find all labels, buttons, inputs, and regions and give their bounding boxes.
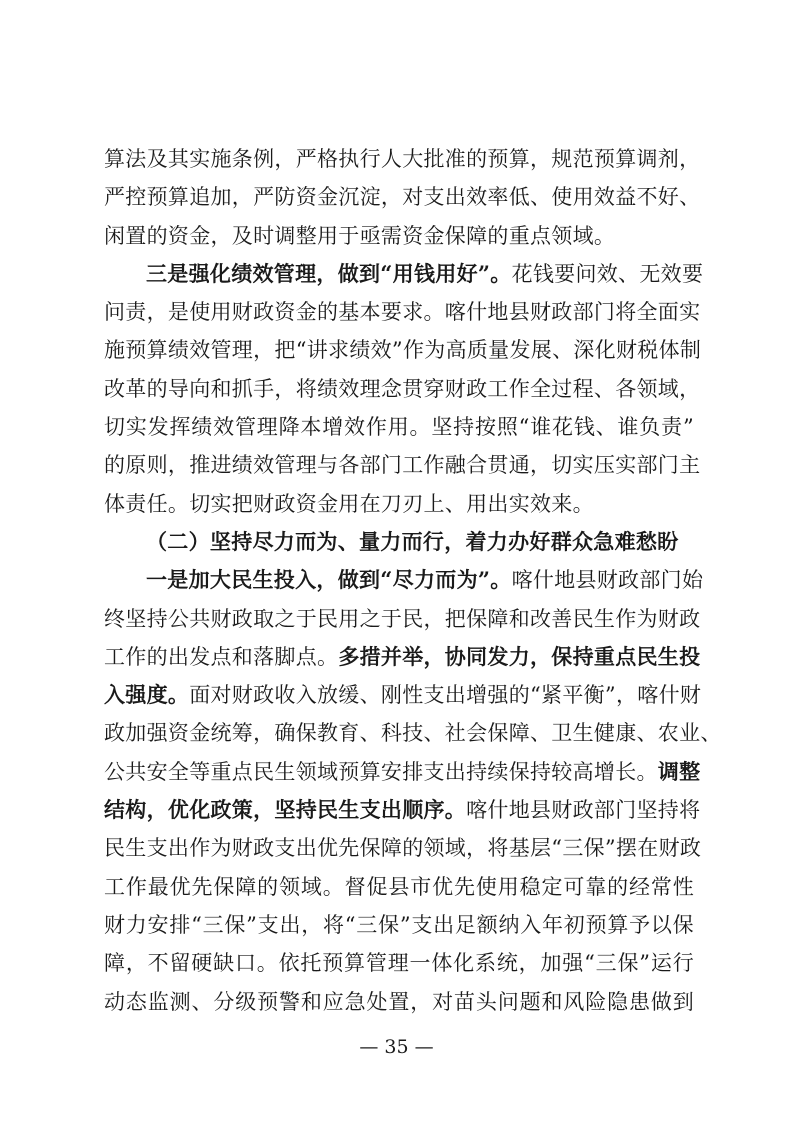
emphasis-text: 三是强化绩效管理，做到“用钱用好”。 — [146, 260, 512, 286]
section-heading: （二）坚持尽力而为、量力而行，着力办好群众急难愁盼 — [146, 528, 679, 554]
body-line: 政加强资金统筹，确保教育、科技、社会保障、卫生健康、农业、 — [104, 721, 722, 746]
body-line: 三是强化绩效管理，做到“用钱用好”。花钱要问效、无效要 — [146, 260, 704, 286]
body-text — [104, 140, 722, 1021]
body-line: 一是加大民生投入，做到“尽力而为”。喀什地县财政部门始 — [146, 567, 704, 593]
body-line: 公共安全等重点民生领域预算安排支出持续保持较高增长。调整 — [104, 758, 701, 784]
emphasis-text: 结构，优化政策，坚持民生支出顺序。 — [104, 797, 467, 823]
body-line: 入强度。面对财政收入放缓、刚性支出增强的“紧平衡”，喀什财 — [104, 682, 702, 708]
page-number: — 35 — — [359, 1036, 434, 1058]
body-line: 动态监测、分级预警和应急处置，对苗头问题和风险隐患做到 — [104, 989, 694, 1014]
body-line: 财力安排“三保”支出，将“三保”支出足额纳入年初预算予以保 — [104, 912, 694, 937]
body-line: 严控预算追加，严防资金沉淀，对支出效率低、使用效益不好、 — [104, 185, 701, 210]
body-line: 民生支出作为财政支出优先保障的领域，将基层“三保”摆在财政 — [104, 836, 702, 861]
emphasis-text: 一是加大民生投入，做到“尽力而为”。 — [146, 567, 512, 593]
body-line: 闲置的资金，及时调整用于亟需资金保障的重点领域。 — [104, 223, 616, 248]
body-line: 问责，是使用财政资金的基本要求。喀什地县财政部门将全面实 — [104, 300, 701, 325]
body-line: 算法及其实施条例，严格执行人大批准的预算，规范预算调剂， — [104, 147, 701, 171]
emphasis-text: 多措并举，协同发力，保持重点民生投 — [338, 643, 701, 669]
body-line: 工作的出发点和落脚点。多措并举，协同发力，保持重点民生投 — [104, 643, 701, 669]
body-line: 改革的导向和抓手，将绩效理念贯穿财政工作全过程、各领域， — [104, 376, 701, 401]
body-line: 工作最优先保障的领域。督促县市优先使用稳定可靠的经常性 — [104, 874, 694, 899]
emphasis-text: 入强度。 — [104, 682, 190, 708]
body-line: 切实发挥绩效管理降本增效作用。坚持按照“谁花钱、谁负责” — [104, 415, 694, 440]
body-line: 结构，优化政策，坚持民生支出顺序。喀什地县财政部门坚持将 — [104, 797, 701, 823]
body-line: 体责任。切实把财政资金用在刀刃上、用出实效来。 — [104, 491, 594, 516]
body-line: 终坚持公共财政取之于民用之于民，把保障和改善民生作为财政 — [104, 606, 701, 631]
emphasis-text: 调整 — [657, 758, 701, 784]
body-line: 障，不留硬缺口。依托预算管理一体化系统，加强“三保”运行 — [104, 951, 694, 976]
body-line: 的原则，推进绩效管理与各部门工作融合贯通，切实压实部门主 — [104, 453, 701, 478]
body-line: 施预算绩效管理，把“讲求绩效”作为高质量发展、深化财税体制 — [104, 338, 702, 363]
